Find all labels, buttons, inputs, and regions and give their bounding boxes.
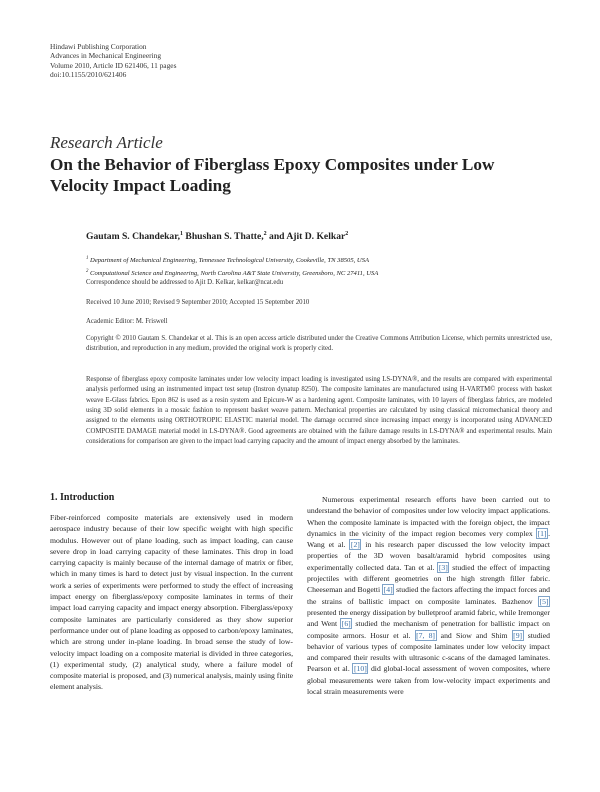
author-1: Gautam S. Chandekar, <box>86 231 181 243</box>
text-run: and Siow and Shim <box>436 630 512 640</box>
affiliation-1-num: 1 <box>86 256 89 261</box>
author-2-affil: 2 <box>263 231 267 237</box>
text-run: in his research paper discussed the low velocity impact properties of the 3D woven basalt/aramid hybrid composites using experimentally collected data. Tan et al. <box>307 540 550 572</box>
copyright-notice: Copyright © 2010 Gautam S. Chandekar et al. This is an open access article distributed under the Creative Commons Attribution License, which permits unrestricted use, distribution, and reproduction in any medium, provided the original work is properly cited. <box>86 335 552 353</box>
title-line-2: Velocity Impact Loading <box>50 175 231 195</box>
volume-info: Volume 2010, Article ID 621406, 11 pages <box>50 60 177 70</box>
academic-editor: Academic Editor: M. Friswell <box>86 318 168 325</box>
text-run: presented the energy dissipation by bulletproof aramid fabric, while Iremonger and Went <box>307 607 550 629</box>
correspondence: Correspondence should be addressed to Ajit D. Kelkar, kelkar@ncat.edu <box>86 279 284 286</box>
author-3: and Ajit D. Kelkar <box>266 231 346 243</box>
citation-link[interactable]: [2] <box>350 540 360 550</box>
right-column-text <box>307 494 550 697</box>
citation-link[interactable]: [1] <box>537 528 547 538</box>
section-heading-introduction: 1. Introduction <box>50 492 115 503</box>
author-3-affil: 2 <box>345 231 349 237</box>
title-line-1: On the Behavior of Fiberglass Epoxy Composites under Low <box>50 155 495 174</box>
abstract: Response of fiberglass epoxy composite laminates under low velocity impact loading is investigated using LS-DYNA®, and the results are compared with experimental analysis performed using an instrumented impact test setup (Instron dynatup 8250). The composite laminates are manufactured using H-VARTM© process with basket weave E-Glass fabrics. Epon 862 is used as a resin system and Epicure-W as a hardening agent. Composite laminates, with 10 layers of fiberglass fabrics, are modeled using 3D solid elements in a mosaic fashion to represent basket weave pattern. Mechanical properties are calculated by using classical micromechanical theory and assigned to the elements using ORTHOTROPIC ELASTIC material model. The damage occurred since increasing impact energy is incorporated using ADVANCED COMPOSITE DAMAGE material model in LS-DYNA®. Good agreements are obtained with the failure damage results in LS-DYNA® and experimental results. Main considerations for comparison are given to the impact load carrying capacity and the amount of impact energy absorbed by the laminates. <box>86 376 552 446</box>
author-2: Bhushan S. Thatte, <box>183 231 264 243</box>
affiliation-1 <box>86 254 378 267</box>
text-run: . Wang et al. <box>307 528 550 550</box>
text-run: studied the mechanism of penetration for ballistic impact on composite armors. Hosur et al. <box>307 619 550 640</box>
publisher-name: Hindawi Publishing Corporation <box>50 42 147 51</box>
citation-link[interactable]: [5] <box>539 596 549 606</box>
text-run: Numerous experimental research efforts have been carried out to understand the behavior of composites under low velocity impact applications. When the composite laminate is impacted with the foreign object, the impact dynamics in the vicinity of the impact region becomes very complex <box>307 495 550 538</box>
left-column-text: Fiber-reinforced composite materials are extensively used in modern aerospace industry because of their low specific weight with high specific modulus. However out of plane loading, such as impact loading, can cause severe drop in load carrying capacity of these laminates. This drop in load carrying capacity is mainly because of the internal damage of matrix or fiber, which in many times is hard to detect just by visual inspection. In the current work a series of experiments were performed to study the effect of increasing impact energy on fiberglass/epoxy composite laminates in terms of their impact load carrying capacity and impact energy absorption. Fiberglass/epoxy composite laminates are particularly considered as they show superior performance under out of plane loading as opposed to carbon/epoxy laminates, which are strong under in-plane loading. In broad sense the study of low-velocity impact loading on a composite material is divided in three categories, (1) experimental study, (2) analytical study, where a failure model of composite material is proposed, and (3) numerical analysis, mainly using finite element analysis. <box>50 513 293 692</box>
journal-name: Advances in Mechanical Engineering <box>50 51 162 61</box>
paper-title <box>50 155 570 196</box>
received-dates: Received 10 June 2010; Revised 9 September 2010; Accepted 15 September 2010 <box>86 299 310 306</box>
citation-link[interactable]: [7, 8] <box>416 630 435 640</box>
text-run: studied the effect of impacting projectiles with different geometries on the high strength filler fabric. Cheeseman and Bogetti <box>307 562 550 595</box>
author-list <box>86 231 348 242</box>
affiliations <box>86 254 378 279</box>
author-1-affil: 1 <box>180 231 184 237</box>
citation-link[interactable]: [6] <box>341 619 351 629</box>
citation-link[interactable]: [3] <box>438 562 448 572</box>
citation-link[interactable]: [4] <box>383 585 393 595</box>
citation-link[interactable]: [9] <box>513 630 523 640</box>
affiliation-2-num: 2 <box>86 268 89 274</box>
doi: doi:10.1155/2010/621406 <box>50 70 127 80</box>
text-run: studied behavior of various types of composite laminates under low velocity impact and compared their results with ultrasonic c-scans of the damaged laminates. Pearson et al. <box>307 630 550 674</box>
text-run: did global-local assessment of woven composites, where global measurements were taken from low-velocity impact experiments and local strain measurements were <box>307 664 551 697</box>
article-type: Research Article <box>50 133 163 152</box>
citation-link[interactable]: [10] <box>353 664 367 674</box>
affiliation-1-text: Department of Mechanical Engineering, Tennessee Technological University, Cookeville, TN 38505, USA <box>88 257 370 265</box>
publication-info <box>50 42 176 80</box>
affiliation-2-text: Computational Science and Engineering, North Carolina A&T State University, Greensboro, NC 27411, USA <box>88 269 379 277</box>
text-run: studied the factors affecting the impact forces and the strains of ballistic impact on composite laminates. Bazhenov <box>307 585 550 606</box>
affiliation-2 <box>86 267 378 280</box>
